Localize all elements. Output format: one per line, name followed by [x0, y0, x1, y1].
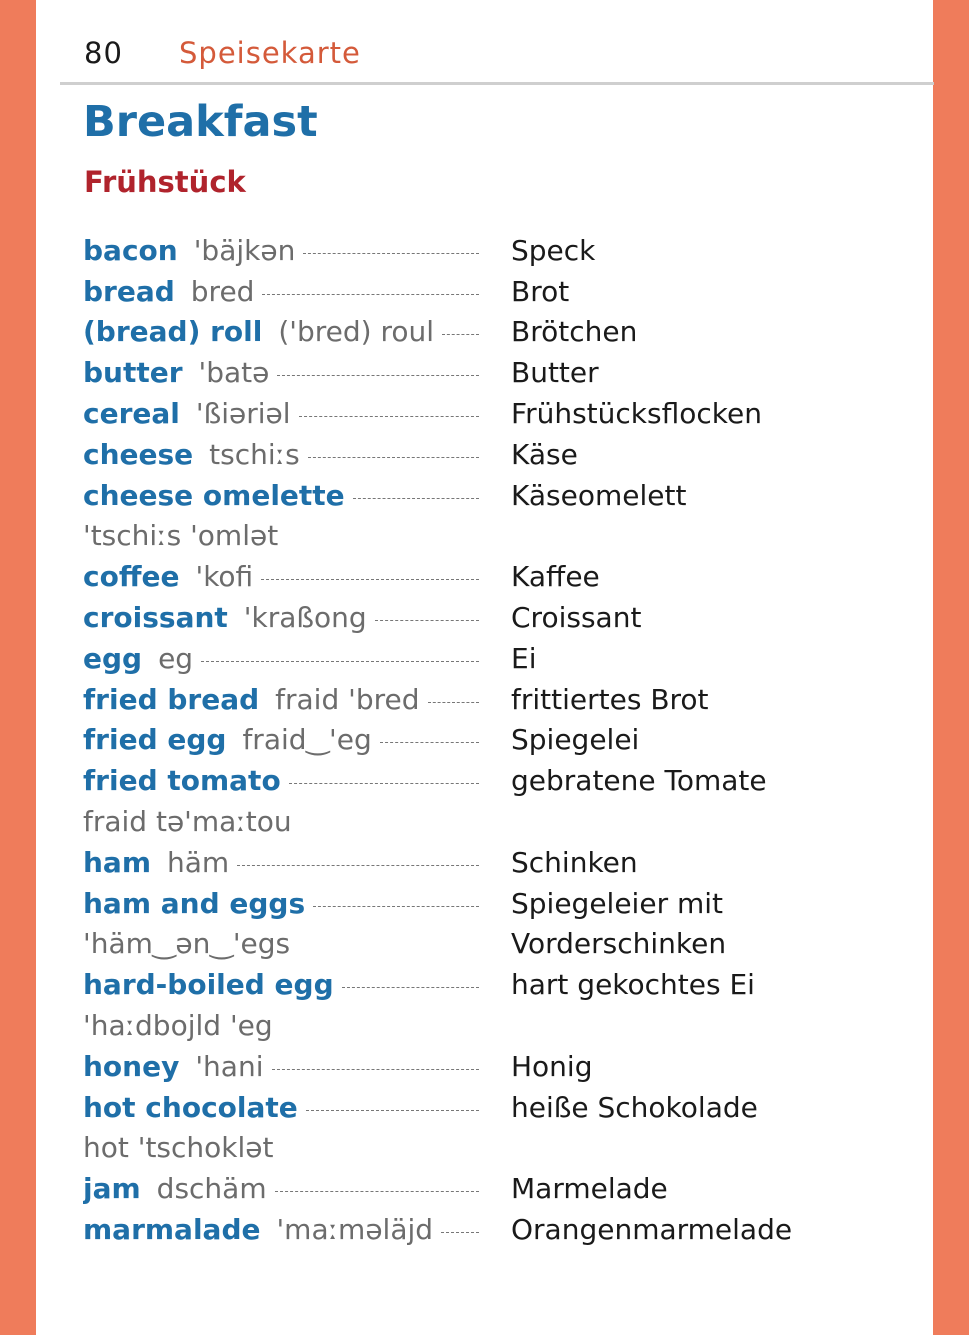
pronunciation: eg	[158, 641, 194, 675]
english-term: marmalade	[83, 1213, 261, 1247]
english-term: hard-boiled egg	[83, 968, 334, 1002]
vocab-source	[83, 315, 479, 348]
right-margin-bar	[933, 0, 969, 1335]
vocab-source	[83, 356, 479, 389]
vocab-source	[83, 601, 479, 634]
vocab-row	[83, 1128, 883, 1169]
vocab-row	[83, 883, 883, 924]
english-term: cheese omelette	[83, 478, 345, 512]
pronunciation: dschäm	[156, 1172, 267, 1206]
german-translation: frittiertes Brot	[511, 682, 709, 716]
german-translation: Brot	[511, 274, 570, 308]
pronunciation: 'ßiəriəl	[195, 397, 291, 431]
vocab-source	[83, 234, 479, 267]
page-number: 80	[84, 36, 123, 70]
dotted-leader	[313, 905, 479, 907]
pronunciation: ('bred) roul	[278, 315, 435, 349]
vocab-source	[83, 723, 479, 756]
vocab-source	[83, 479, 479, 512]
german-translation: Frühstücksflocken	[511, 397, 762, 431]
english-term: ham	[83, 845, 152, 879]
dotted-leader	[441, 1231, 479, 1233]
pronunciation: tschiːs	[209, 437, 300, 471]
dotted-leader	[442, 333, 479, 335]
pronunciation: 'batə	[198, 356, 270, 390]
dotted-leader	[303, 252, 479, 254]
vocab-row	[83, 760, 883, 801]
vocab-source	[83, 1172, 479, 1205]
vocab-row	[83, 393, 883, 434]
vocab-row	[83, 352, 883, 393]
vocab-source	[83, 275, 479, 308]
section-name: Speisekarte	[179, 36, 361, 70]
english-term: butter	[83, 356, 183, 390]
vocab-source	[83, 968, 479, 1001]
vocab-source	[83, 642, 479, 675]
left-margin-bar	[0, 0, 36, 1335]
vocab-row	[83, 312, 883, 353]
english-term: cheese	[83, 437, 194, 471]
german-translation: Spiegeleier mit	[511, 886, 724, 920]
vocab-row	[83, 801, 883, 842]
vocab-row	[83, 720, 883, 761]
vocab-source	[83, 683, 479, 716]
german-translation: Orangenmarmelade	[511, 1213, 793, 1247]
vocab-source	[83, 1091, 479, 1124]
vocab-source	[83, 846, 479, 879]
dotted-leader	[353, 497, 479, 499]
pronunciation: häm	[167, 845, 230, 879]
pronunciation: bred	[190, 274, 255, 308]
pronunciation: 'kraßong	[243, 601, 367, 635]
pronunciation: fraid‿'eg	[242, 723, 372, 757]
dotted-leader	[342, 986, 479, 988]
german-translation: Butter	[511, 356, 599, 390]
vocab-row	[83, 924, 883, 965]
vocab-source	[83, 397, 479, 430]
vocab-row	[83, 964, 883, 1005]
english-term: (bread) roll	[83, 315, 263, 349]
dotted-leader	[289, 782, 479, 784]
german-translation: heiße Schokolade	[511, 1090, 758, 1124]
dotted-leader	[299, 415, 479, 417]
vocab-source	[83, 1009, 479, 1042]
german-translation: Ei	[511, 641, 537, 675]
german-translation: Käse	[511, 437, 578, 471]
vocab-source	[83, 805, 479, 838]
vocab-source	[83, 927, 479, 960]
page-header	[60, 0, 934, 85]
german-translation: Schinken	[511, 845, 638, 879]
vocab-row	[83, 1005, 883, 1046]
english-term: cereal	[83, 397, 180, 431]
vocab-row	[83, 597, 883, 638]
vocab-source	[83, 764, 479, 797]
german-translation: Käseomelett	[511, 478, 687, 512]
german-translation: Speck	[511, 233, 596, 267]
dotted-leader	[428, 701, 479, 703]
english-term: jam	[83, 1172, 141, 1206]
dotted-leader	[277, 374, 479, 376]
vocab-row	[83, 842, 883, 883]
vocab-source	[83, 560, 479, 593]
pronunciation: 'bäjkən	[193, 233, 296, 267]
vocab-row	[83, 230, 883, 271]
vocab-row	[83, 1046, 883, 1087]
vocab-source	[83, 519, 479, 552]
pronunciation: 'häm‿ən‿'egs	[83, 927, 291, 961]
dotted-leader	[306, 1109, 479, 1111]
english-term: bread	[83, 274, 175, 308]
german-translation: Marmelade	[511, 1172, 668, 1206]
dotted-leader	[375, 619, 479, 621]
german-translation: hart gekochtes Ei	[511, 968, 755, 1002]
vocab-row	[83, 1168, 883, 1209]
page-title: Breakfast	[83, 97, 318, 147]
english-term: hot chocolate	[83, 1090, 298, 1124]
english-term: fried bread	[83, 682, 260, 716]
english-term: honey	[83, 1049, 180, 1083]
vocab-source	[83, 1213, 479, 1246]
pronunciation: 'tschiːs 'omlət	[83, 519, 279, 553]
german-translation: Vorderschinken	[511, 927, 727, 961]
pronunciation: 'haːdbojld 'eg	[83, 1009, 273, 1043]
dotted-leader	[261, 578, 479, 580]
dotted-leader	[201, 660, 479, 662]
vocab-row	[83, 271, 883, 312]
dotted-leader	[275, 1190, 479, 1192]
german-translation: Spiegelei	[511, 723, 640, 757]
pronunciation: fraid 'bred	[275, 682, 420, 716]
german-translation: Kaffee	[511, 560, 600, 594]
page-subtitle: Frühstück	[84, 165, 246, 199]
vocab-row	[83, 679, 883, 720]
vocab-row	[83, 638, 883, 679]
english-term: fried egg	[83, 723, 227, 757]
dotted-leader	[262, 293, 479, 295]
german-translation: Honig	[511, 1049, 593, 1083]
vocab-source	[83, 1050, 479, 1083]
vocab-row	[83, 1087, 883, 1128]
pronunciation: 'hani	[195, 1049, 264, 1083]
english-term: coffee	[83, 560, 180, 594]
vocab-row	[83, 475, 883, 516]
german-translation: gebratene Tomate	[511, 764, 767, 798]
dotted-leader	[380, 741, 479, 743]
vocab-source	[83, 438, 479, 471]
pronunciation: 'maːməläjd	[276, 1213, 434, 1247]
vocab-row	[83, 434, 883, 475]
vocab-source	[83, 1131, 479, 1164]
dotted-leader	[308, 456, 479, 458]
english-term: croissant	[83, 601, 228, 635]
german-translation: Brötchen	[511, 315, 638, 349]
vocab-row	[83, 556, 883, 597]
english-term: ham and eggs	[83, 886, 306, 920]
vocab-source	[83, 887, 479, 920]
vocab-row	[83, 516, 883, 557]
dotted-leader	[272, 1068, 480, 1070]
english-term: bacon	[83, 233, 178, 267]
vocabulary-list	[83, 230, 883, 1250]
pronunciation: 'kofi	[195, 560, 254, 594]
pronunciation: hot 'tschoklət	[83, 1131, 274, 1165]
english-term: egg	[83, 641, 143, 675]
english-term: fried tomato	[83, 764, 281, 798]
german-translation: Croissant	[511, 601, 642, 635]
pronunciation: fraid tə'maːtou	[83, 805, 292, 839]
vocab-row	[83, 1209, 883, 1250]
dotted-leader	[237, 864, 479, 866]
